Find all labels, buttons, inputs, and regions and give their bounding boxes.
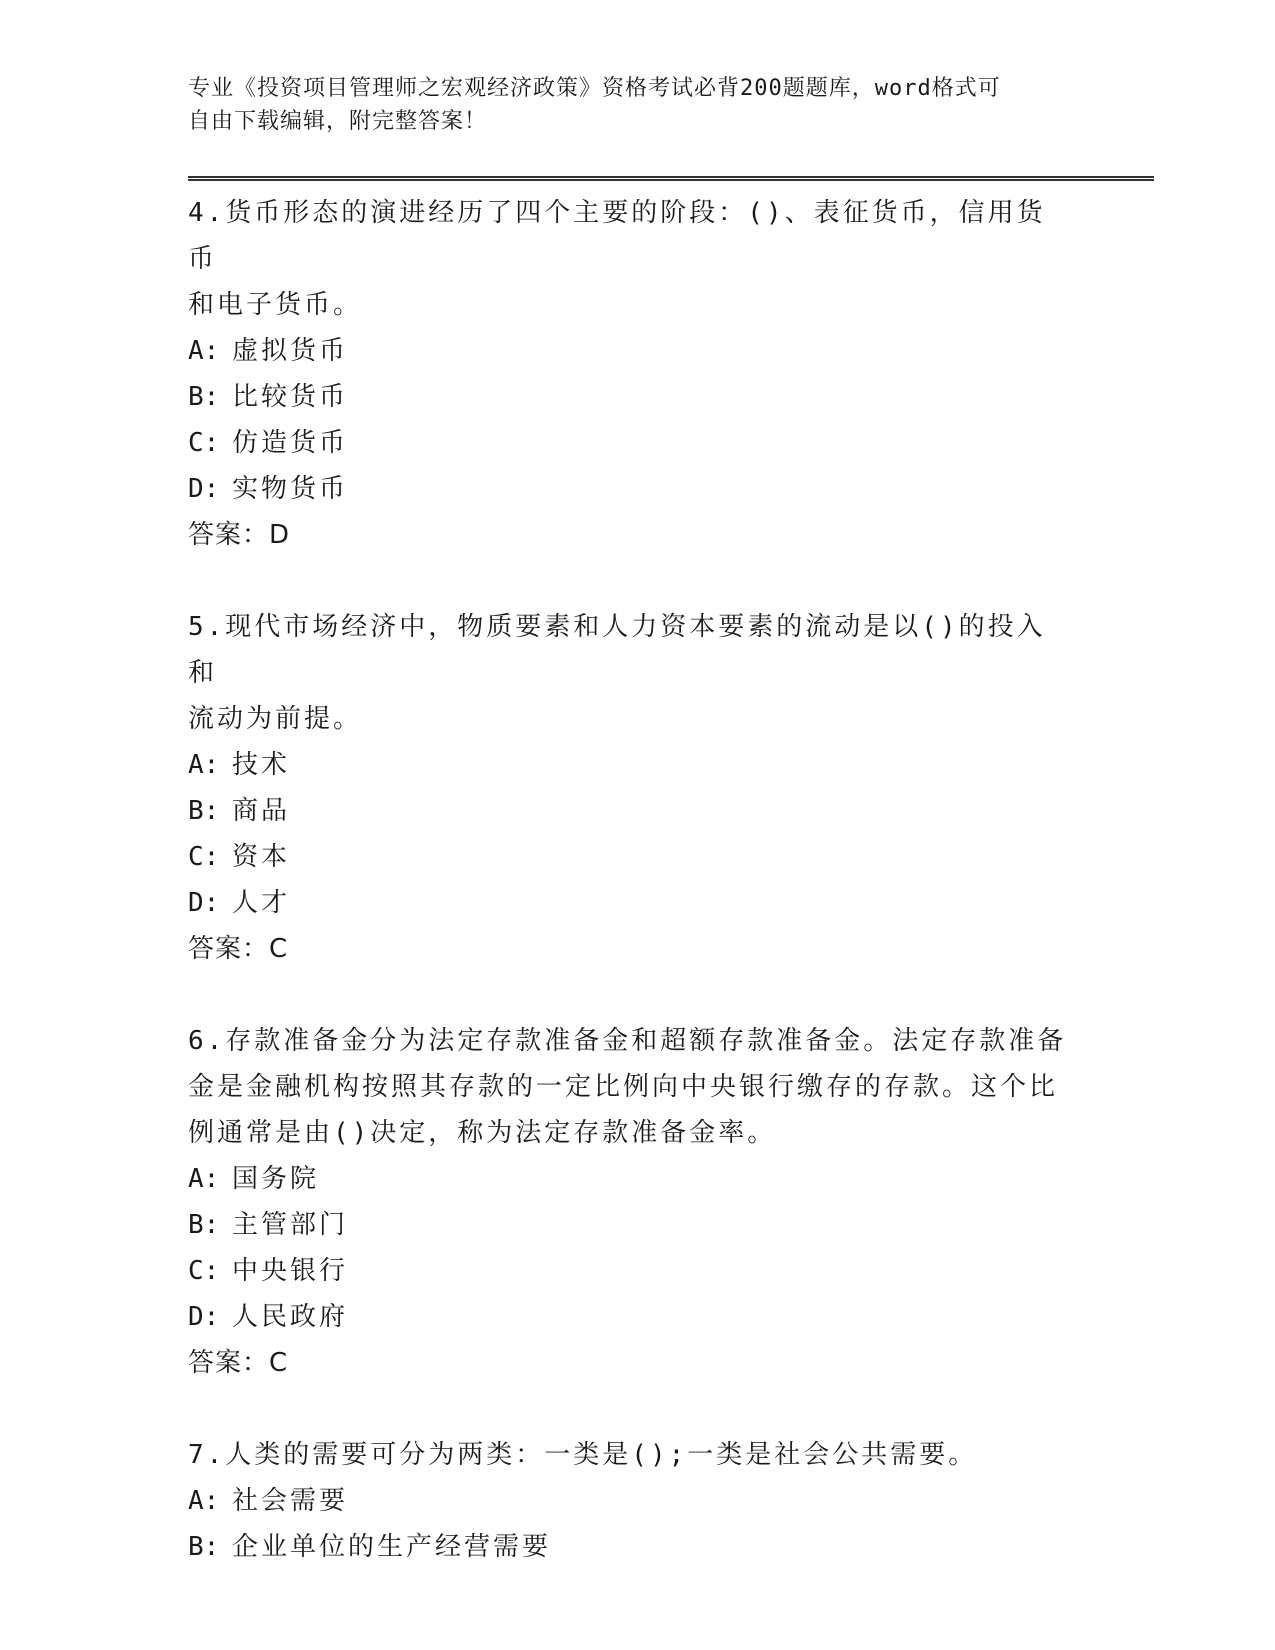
option-label: A: [188, 1486, 220, 1516]
option-text: 人才 [232, 888, 291, 918]
option-text: 实物货币 [232, 474, 349, 504]
option-a [188, 1478, 1068, 1524]
answer: 答案：C [188, 1348, 289, 1378]
option-label: A: [188, 1164, 220, 1194]
option-label: B: [188, 1532, 220, 1562]
option-a [188, 1156, 1068, 1202]
question-stem-line: 7.人类的需要可分为两类：一类是();一类是社会公共需要。 [188, 1440, 978, 1470]
option-label: C: [188, 1256, 220, 1286]
option-text: 国务院 [232, 1164, 320, 1194]
question-stem-line: 例通常是由()决定，称为法定存款准备金率。 [188, 1118, 777, 1148]
option-text: 资本 [232, 842, 291, 872]
option-label: D: [188, 1302, 220, 1332]
option-c [188, 420, 1068, 466]
option-text: 虚拟货币 [232, 336, 349, 366]
question-4 [188, 190, 1068, 558]
option-text: 社会需要 [232, 1486, 349, 1516]
option-text: 企业单位的生产经营需要 [232, 1532, 552, 1562]
option-text: 比较货币 [232, 382, 349, 412]
header-divider [188, 176, 1154, 181]
option-label: C: [188, 428, 220, 458]
option-label: B: [188, 796, 220, 826]
question-stem-line: 和电子货币。 [188, 290, 363, 320]
option-label: B: [188, 1210, 220, 1240]
question-stem-line: 6.存款准备金分为法定存款准备金和超额存款准备金。法定存款准备 [188, 1026, 1067, 1056]
option-d [188, 1294, 1068, 1340]
question-stem-line: 4.货币形态的演进经历了四个主要的阶段：()、表征货币，信用货币 [188, 198, 1046, 274]
question-list [188, 190, 1068, 1616]
option-d [188, 466, 1068, 512]
option-label: D: [188, 474, 220, 504]
answer: 答案：C [188, 934, 289, 964]
option-label: A: [188, 750, 220, 780]
option-b [188, 788, 1068, 834]
option-a [188, 742, 1068, 788]
option-text: 中央银行 [232, 1256, 349, 1286]
option-a [188, 328, 1068, 374]
question-stem-line: 金是金融机构按照其存款的一定比例向中央银行缴存的存款。这个比 [188, 1072, 1059, 1102]
question-stem-line: 流动为前提。 [188, 704, 363, 734]
option-b [188, 1202, 1068, 1248]
option-text: 商品 [232, 796, 291, 826]
question-5 [188, 604, 1068, 972]
option-c [188, 834, 1068, 880]
answer: 答案：D [188, 520, 291, 550]
option-label: B: [188, 382, 220, 412]
header-line-1: 专业《投资项目管理师之宏观经济政策》资格考试必背200题题库，word格式可 [188, 76, 1001, 101]
document-header [188, 72, 1068, 138]
option-text: 仿造货币 [232, 428, 349, 458]
question-7 [188, 1432, 1068, 1570]
option-b [188, 1524, 1068, 1570]
option-d [188, 880, 1068, 926]
header-line-2: 自由下载编辑，附完整答案！ [188, 109, 488, 134]
option-text: 主管部门 [232, 1210, 349, 1240]
option-text: 技术 [232, 750, 291, 780]
question-6 [188, 1018, 1068, 1386]
option-text: 人民政府 [232, 1302, 349, 1332]
option-b [188, 374, 1068, 420]
option-label: A: [188, 336, 220, 366]
option-c [188, 1248, 1068, 1294]
option-label: C: [188, 842, 220, 872]
option-label: D: [188, 888, 220, 918]
question-stem-line: 5.现代市场经济中，物质要素和人力资本要素的流动是以()的投入和 [188, 612, 1046, 688]
